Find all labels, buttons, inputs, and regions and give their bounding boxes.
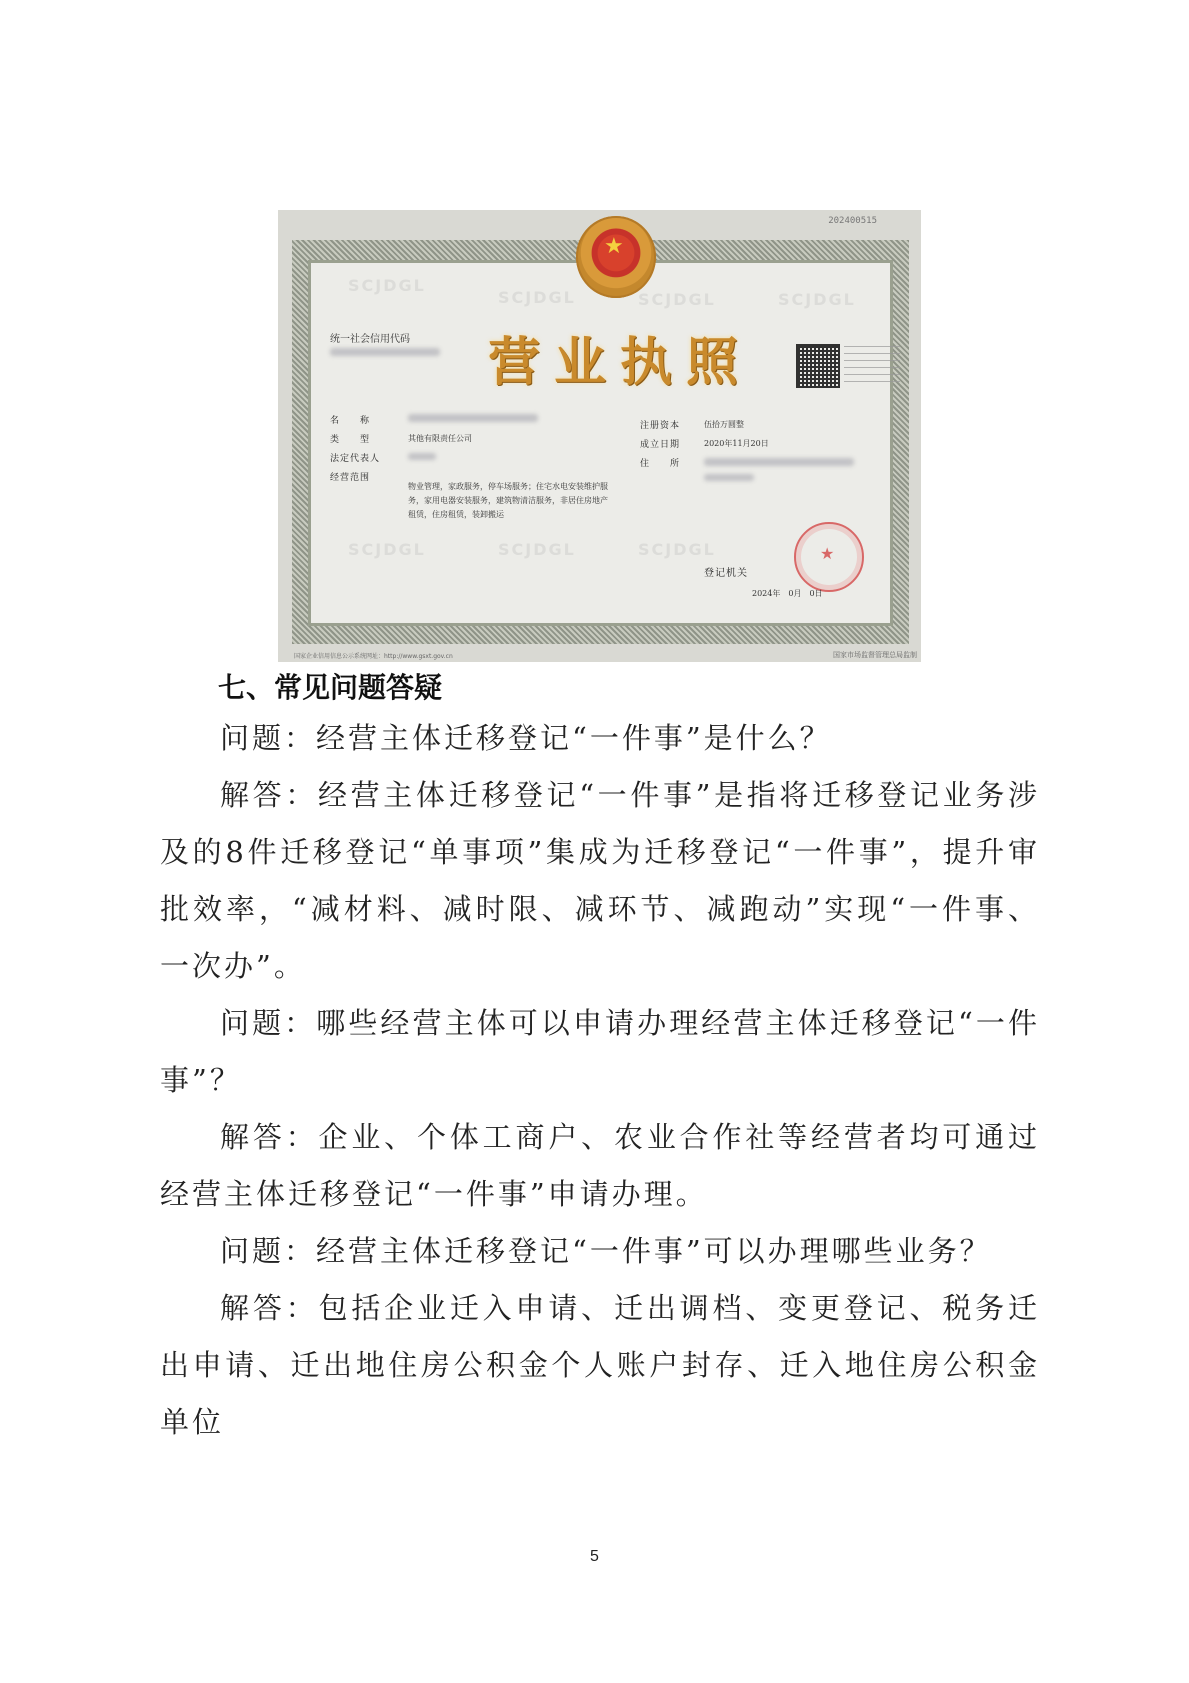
license-watermark: SCJDGL <box>498 540 576 559</box>
question-paragraph: 问题：经营主体迁移登记“一件事”可以办理哪些业务？ <box>220 1234 992 1268</box>
section-heading: 七、常见问题答疑 <box>218 671 443 704</box>
type-label: 类 型 <box>330 435 371 445</box>
answer-paragraph: 解答：经营主体迁移登记“一件事”是指将迁移登记业务涉及的8件迁移登记“单事项”集成为迁移登记“一件事”，提升审批效率，“减材料、减时限、减环节、减跑动”实现“一件事、一次办”。 <box>160 778 1040 983</box>
credit-code-label: 统一社会信用代码 <box>330 334 410 345</box>
type-value: 其他有限责任公司 <box>408 434 472 443</box>
license-watermark: SCJDGL <box>498 288 576 307</box>
answer-paragraph: 解答：企业、个体工商户、农业合作社等经营者均可通过经营主体迁移登记“一件事”申请办理。 <box>160 1120 1040 1211</box>
page-number: 5 <box>590 1548 599 1565</box>
capital-label: 注册资本 <box>640 421 681 431</box>
redacted-credit-code <box>330 348 440 356</box>
qr-code-icon <box>798 346 838 386</box>
redacted-legal-rep <box>408 453 436 460</box>
star-icon: ★ <box>820 544 835 563</box>
answer-paragraph: 解答：包括企业迁入申请、迁出调档、变更登记、税务迁出申请、迁出地住房公积金个人账户封存、迁入地住房公积金单位 <box>160 1291 1040 1439</box>
license-title: 营业执照 <box>488 332 753 393</box>
redacted-name <box>408 414 538 422</box>
authority-label: 登记机关 <box>704 568 748 579</box>
license-watermark: SCJDGL <box>638 290 716 309</box>
address-label: 住 所 <box>640 459 681 469</box>
legal-rep-label: 法定代表人 <box>330 454 381 464</box>
question-paragraph: 问题：经营主体迁移登记“一件事”是什么？ <box>220 721 832 755</box>
question-paragraph: 问题：哪些经营主体可以申请办理经营主体迁移登记“一件事”？ <box>160 1006 1040 1097</box>
national-emblem-icon <box>576 216 656 298</box>
issue-date: 2024年 0月 0日 <box>752 589 823 598</box>
scope-label: 经营范围 <box>330 473 371 483</box>
established-label: 成立日期 <box>640 440 681 450</box>
star-icon: ★ <box>604 234 624 259</box>
license-watermark: SCJDGL <box>778 290 856 309</box>
license-watermark: SCJDGL <box>348 276 426 295</box>
name-label: 名 称 <box>330 416 371 426</box>
capital-value: 伍拾万圆整 <box>704 420 744 429</box>
business-scope: 物业管理，家政服务，停车场服务；住宅水电安装维护服务，家用电器安装服务，建筑物清洁服务，非居住房地产租赁，住房租赁，装卸搬运 <box>408 482 608 519</box>
business-license-photo <box>278 210 921 662</box>
established-value: 2020年11月20日 <box>704 439 769 448</box>
license-watermark: SCJDGL <box>348 540 426 559</box>
redacted-address <box>704 474 754 481</box>
qr-caption <box>844 346 900 384</box>
license-footer-issuer: 国家市场监督管理总局监制 <box>833 651 917 659</box>
license-watermark: SCJDGL <box>638 540 716 559</box>
license-serial: 202400515 <box>828 216 877 226</box>
license-footer-website: 国家企业信用信息公示系统网址：http://www.gsxt.gov.cn <box>294 653 453 660</box>
official-seal-icon <box>794 522 864 592</box>
redacted-address <box>704 458 854 466</box>
